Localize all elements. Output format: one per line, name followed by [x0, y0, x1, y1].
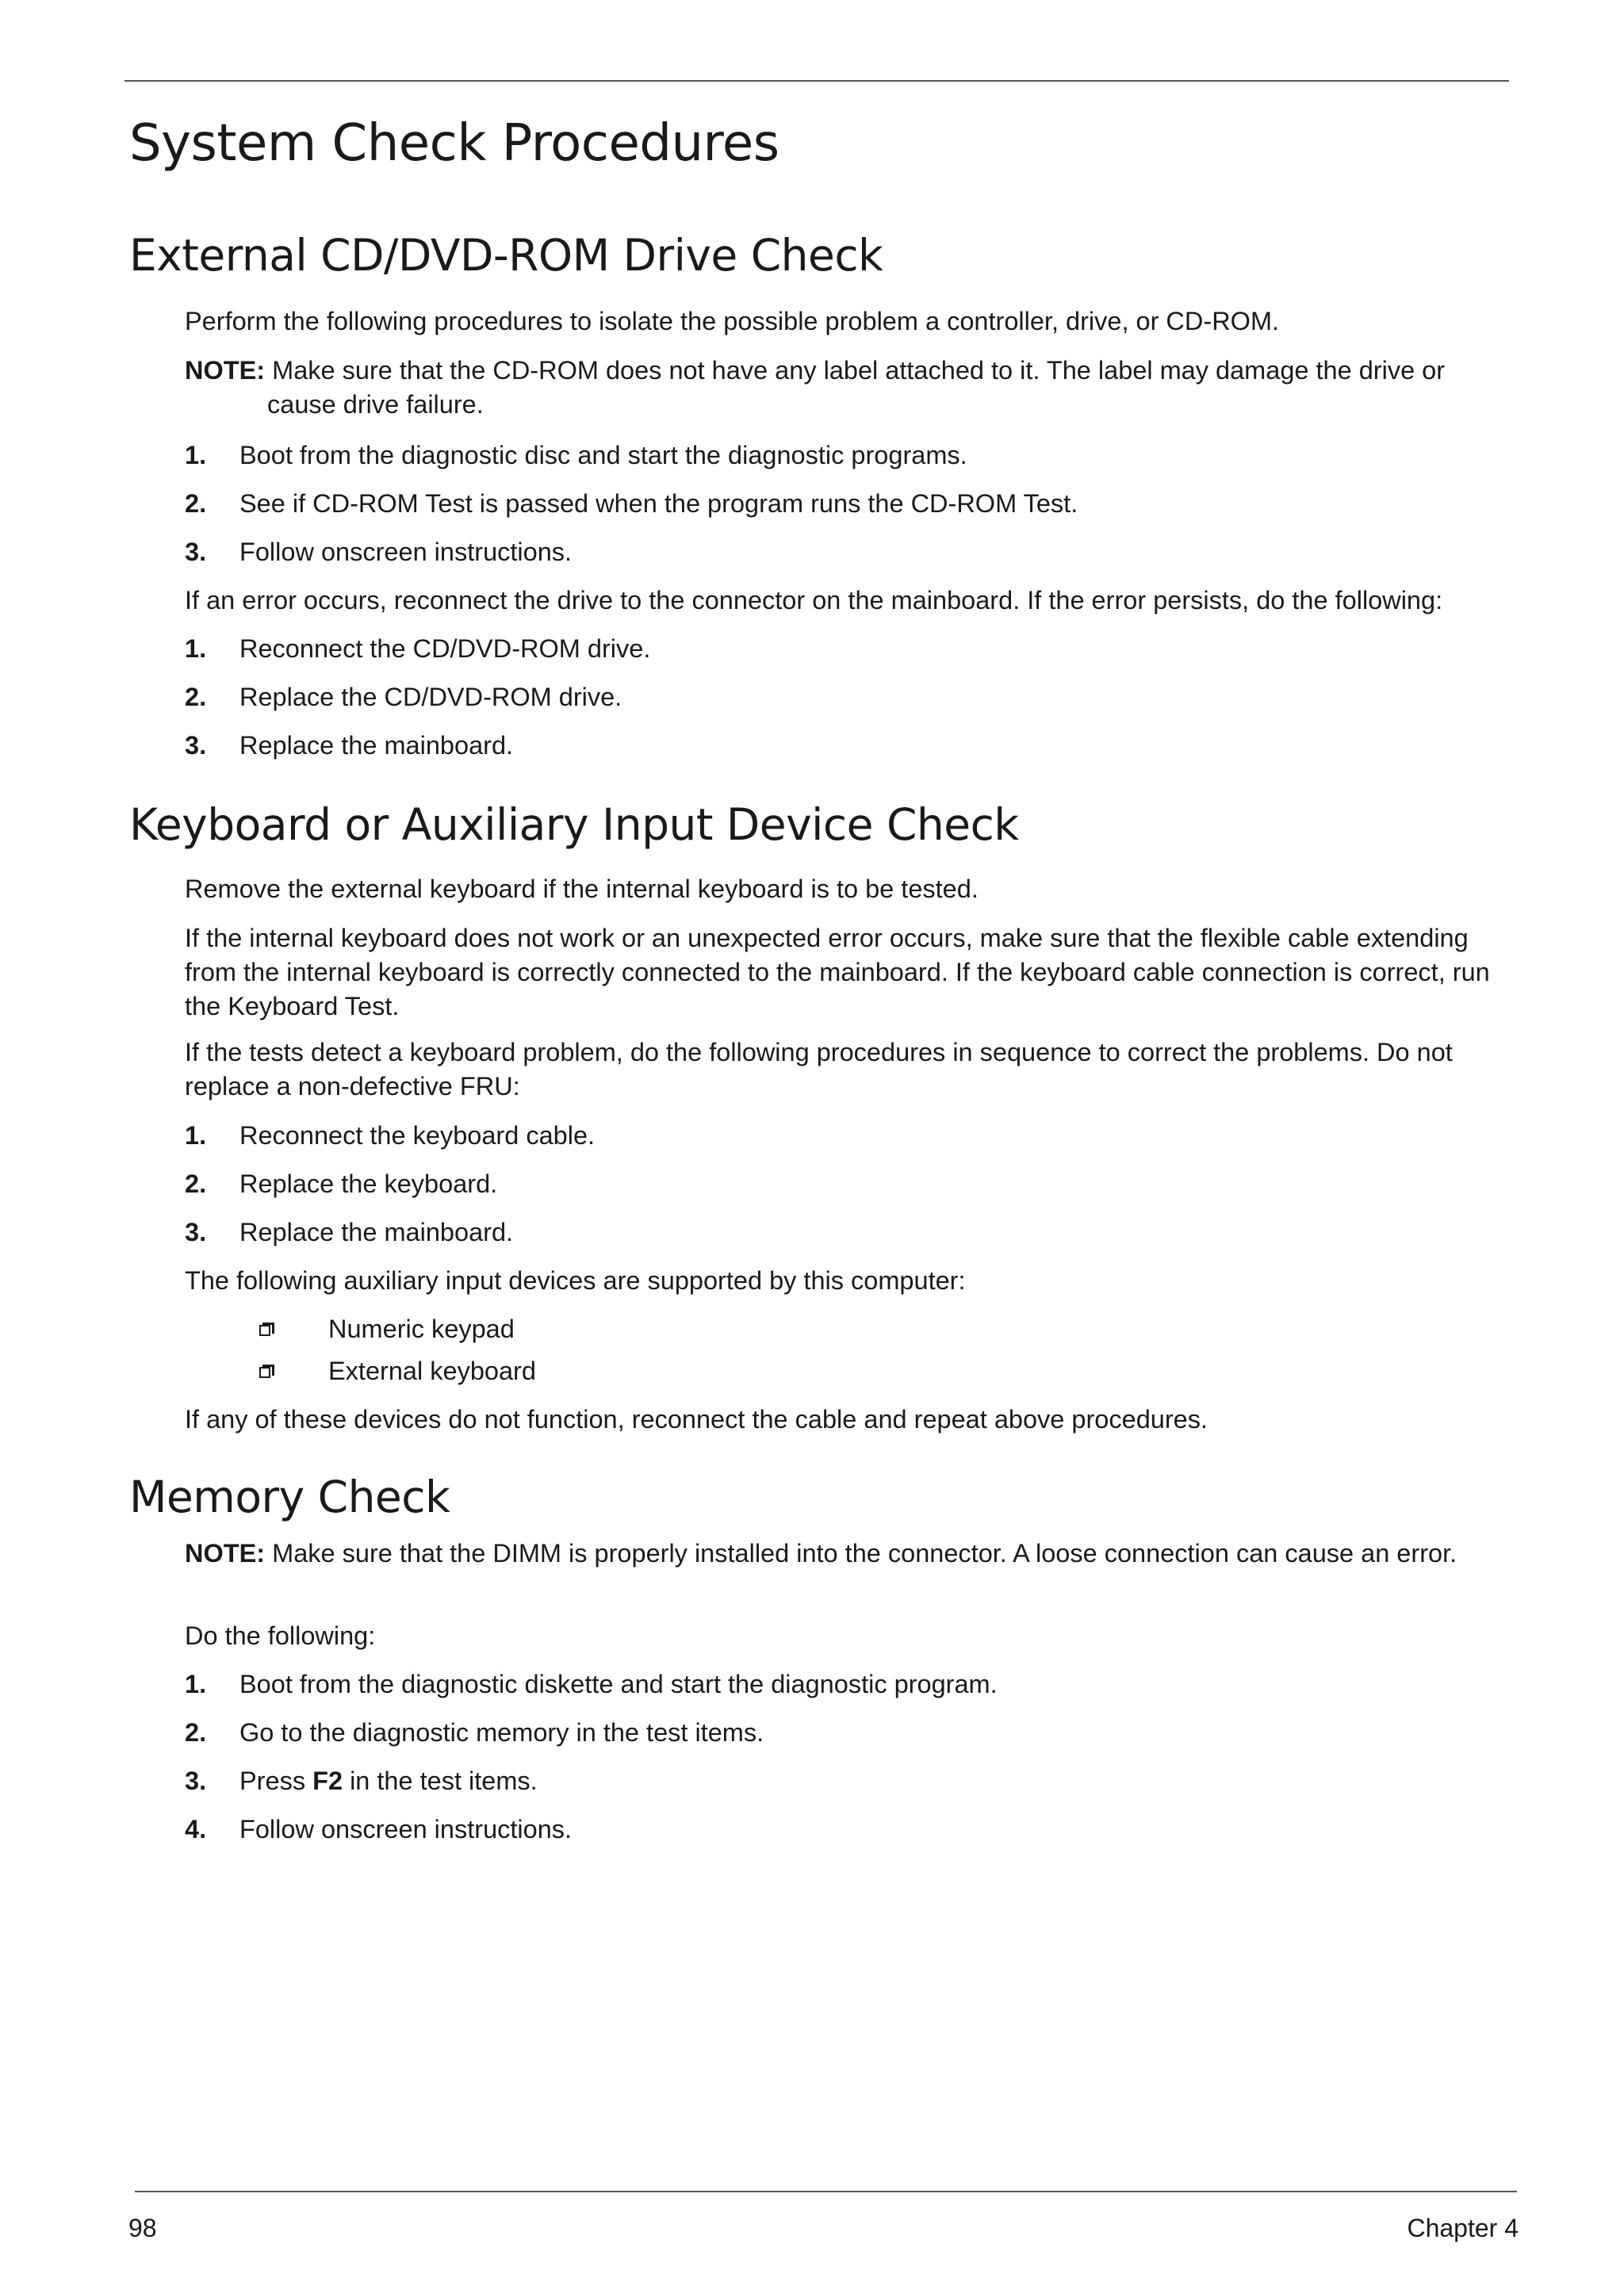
section-heading-memory: Memory Check: [129, 1472, 450, 1522]
step-number: 2.: [185, 489, 207, 518]
keyboard-p4: The following auxiliary input devices are supported by this computer:: [185, 1266, 966, 1295]
step-text: Reconnect the keyboard cable.: [239, 1121, 596, 1150]
step-text: [239, 1764, 538, 1798]
step-text: Replace the CD/DVD-ROM drive.: [239, 683, 622, 711]
step-text: Follow onscreen instructions.: [239, 538, 573, 566]
step-text: Go to the diagnostic memory in the test items.: [239, 1718, 764, 1747]
cd-intro: Perform the following procedures to isolate the possible problem a controller, drive, or CD-ROM.: [185, 307, 1280, 335]
section-heading-keyboard: Keyboard or Auxiliary Input Device Check: [129, 799, 1019, 850]
keyboard-p5: If any of these devices do not function, reconnect the cable and repeat above procedures.: [185, 1405, 1208, 1434]
step-text: Boot from the diagnostic diskette and start the diagnostic program.: [239, 1670, 998, 1698]
cd-error-text: If an error occurs, reconnect the drive to the connector on the mainboard. If the error persists, do the following:: [185, 586, 1443, 614]
device-item: External keyboard: [328, 1357, 536, 1385]
step-number: 3.: [185, 731, 207, 760]
keyboard-p1: Remove the external keyboard if the internal keyboard is to be tested.: [185, 875, 979, 903]
chapter-label: Chapter 4: [1407, 2214, 1519, 2242]
page-number: 98: [128, 2214, 157, 2242]
step-text: Reconnect the CD/DVD-ROM drive.: [239, 634, 651, 663]
step-text: Replace the mainboard.: [239, 1218, 514, 1246]
step-text-pre: Press: [239, 1767, 313, 1795]
step-text: Replace the mainboard.: [239, 731, 514, 760]
step-text-post: in the test items.: [343, 1767, 538, 1795]
step-number: 3.: [185, 1218, 207, 1246]
keyboard-p3: If the tests detect a keyboard problem, do the following procedures in sequence to correct the problems. Do not replace a non-defective FRU:: [185, 1038, 1453, 1101]
step-number: 3.: [185, 538, 207, 566]
memory-note: [185, 1537, 1517, 1571]
step-number: 4.: [185, 1815, 207, 1843]
header-rule: [124, 80, 1509, 82]
footer-rule: [135, 2191, 1517, 2192]
step-number: 2.: [185, 683, 207, 711]
step-number: 1.: [185, 1670, 207, 1698]
note-label: NOTE:: [185, 356, 266, 385]
step-text: Boot from the diagnostic disc and start the diagnostic programs.: [239, 441, 967, 469]
checkbox-bullet-icon: [259, 1365, 274, 1380]
step-number: 2.: [185, 1170, 207, 1198]
checkbox-bullet-icon: [259, 1323, 274, 1338]
step-text: Replace the keyboard.: [239, 1170, 498, 1198]
step-number: 1.: [185, 634, 207, 663]
step-number: 3.: [185, 1767, 207, 1795]
step-text: See if CD-ROM Test is passed when the program runs the CD-ROM Test.: [239, 489, 1078, 518]
note-label: NOTE:: [185, 1539, 266, 1568]
device-item: Numeric keypad: [328, 1315, 515, 1343]
step-text: Follow onscreen instructions.: [239, 1815, 573, 1843]
note-text: Make sure that the CD-ROM does not have any label attached to it. The label may damage the drive or cause drive failure.: [267, 356, 1446, 419]
step-number: 1.: [185, 441, 207, 469]
cd-note: [185, 354, 1517, 422]
keyboard-p2: If the internal keyboard does not work or an unexpected error occurs, make sure that the flexible cable extending from the internal keyboard is correctly connected to the mainboard. If the keyboard cable connection is correct, run the Keyboard Test.: [185, 924, 1490, 1020]
step-number: 2.: [185, 1718, 207, 1747]
memory-p1: Do the following:: [185, 1621, 376, 1650]
key-f2: F2: [312, 1767, 343, 1795]
step-number: 1.: [185, 1121, 207, 1150]
section-heading-cd: External CD/DVD-ROM Drive Check: [129, 230, 883, 281]
note-text: Make sure that the DIMM is properly installed into the connector. A loose connection can cause an error.: [272, 1539, 1457, 1568]
page-title: System Check Procedures: [129, 114, 779, 173]
